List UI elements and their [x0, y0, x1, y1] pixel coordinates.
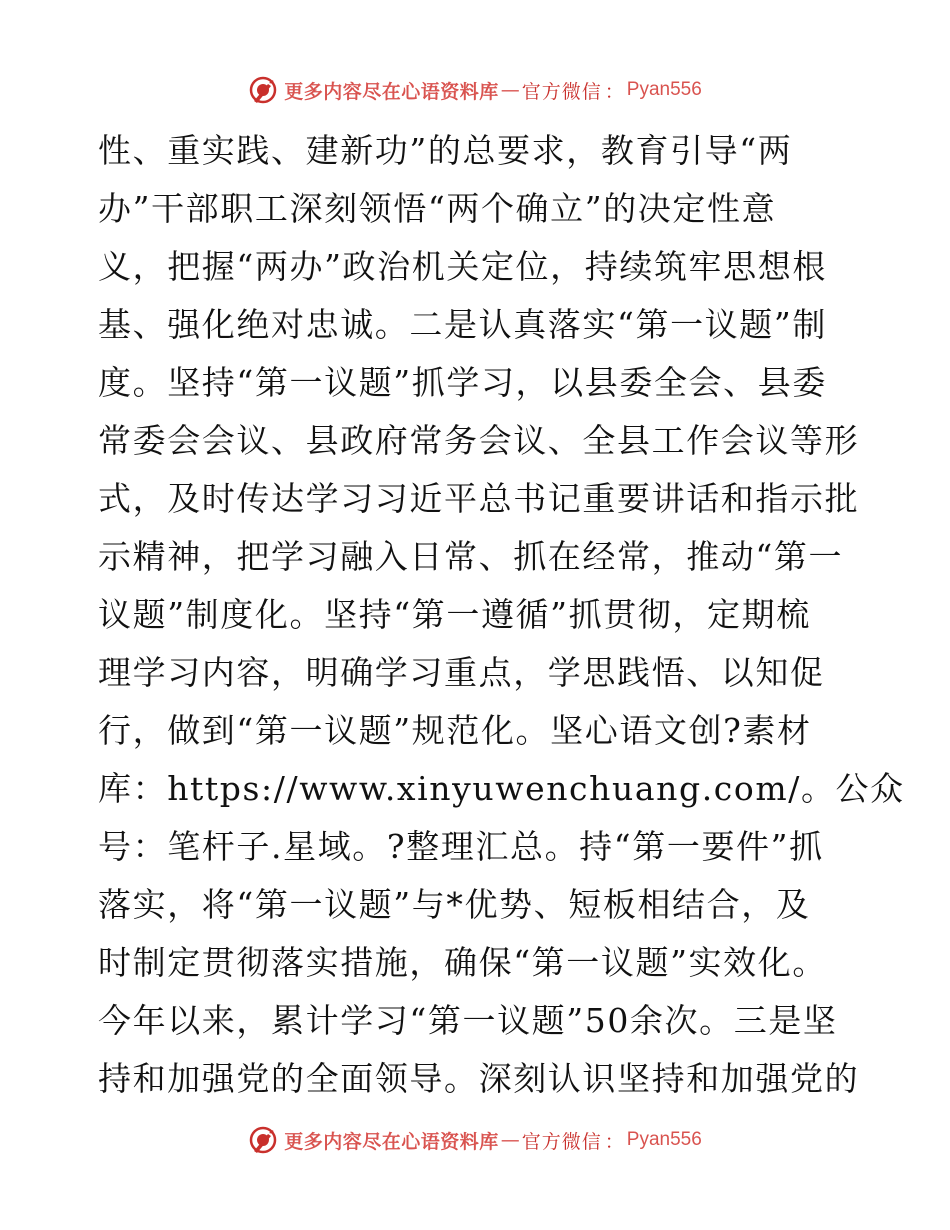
- banner-official-label: 官方微信: [521, 1130, 602, 1153]
- body-line: 示精神，把学习融入日常、抓在经常，推动“第一: [98, 537, 844, 576]
- banner-main-text: 更多内容尽在心语资料库: [284, 1130, 499, 1153]
- banner-colon: ：: [604, 1130, 624, 1153]
- body-line: 号：笔杆子.星域。?整理汇总。持“第一要件”抓: [98, 827, 824, 866]
- body-line: 度。坚持“第一议题”抓学习，以县委全会、县委: [98, 363, 827, 402]
- body-line: 基、强化绝对忠诚。二是认真落实“第一议题”制: [98, 305, 827, 344]
- pen-circle-logo-icon: [248, 75, 278, 105]
- banner-wechat-id: Pyan556: [626, 79, 702, 100]
- banner-official-label: 官方微信: [521, 80, 602, 103]
- body-line: 性、重实践、建新功”的总要求，教育引导“两: [98, 131, 793, 170]
- body-line: 式，及时传达学习习近平总书记重要讲话和指示批: [98, 479, 860, 518]
- body-line: 落实，将“第一议题”与*优势、短板相结合，及: [98, 885, 811, 924]
- body-line: 时制定贯彻落实措施，确保“第一议题”实效化。: [98, 943, 827, 982]
- body-line: 今年以来，累计学习“第一议题”50余次。三是坚: [98, 1001, 838, 1040]
- banner-main-text: 更多内容尽在心语资料库: [284, 80, 499, 103]
- body-line: 库：https://www.xinyuwenchuang.com/。公众: [98, 769, 905, 808]
- body-line: 议题”制度化。坚持“第一遵循”抓贯彻，定期梳: [98, 595, 811, 634]
- document-body: [98, 122, 905, 1108]
- body-line: 常委会会议、县政府常务会议、全县工作会议等形: [98, 421, 860, 460]
- footer-banner: [0, 1120, 950, 1160]
- pen-circle-logo-icon: [248, 1125, 278, 1155]
- body-line: 义，把握“两办”政治机关定位，持续筑牢思想根: [98, 247, 827, 286]
- body-line: 理学习内容，明确学习重点，学思践悟、以知促: [98, 653, 825, 692]
- header-banner: [0, 70, 950, 110]
- banner-dash: —: [500, 1129, 520, 1151]
- banner-dash: —: [500, 79, 520, 101]
- banner-wechat-id: Pyan556: [626, 1129, 702, 1150]
- banner-colon: ：: [604, 80, 624, 103]
- body-line: 持和加强党的全面领导。深刻认识坚持和加强党的: [98, 1059, 860, 1098]
- body-line: 办”干部职工深刻领悟“两个确立”的决定性意: [98, 189, 777, 228]
- body-line: 行，做到“第一议题”规范化。坚心语文创?素材: [98, 711, 812, 750]
